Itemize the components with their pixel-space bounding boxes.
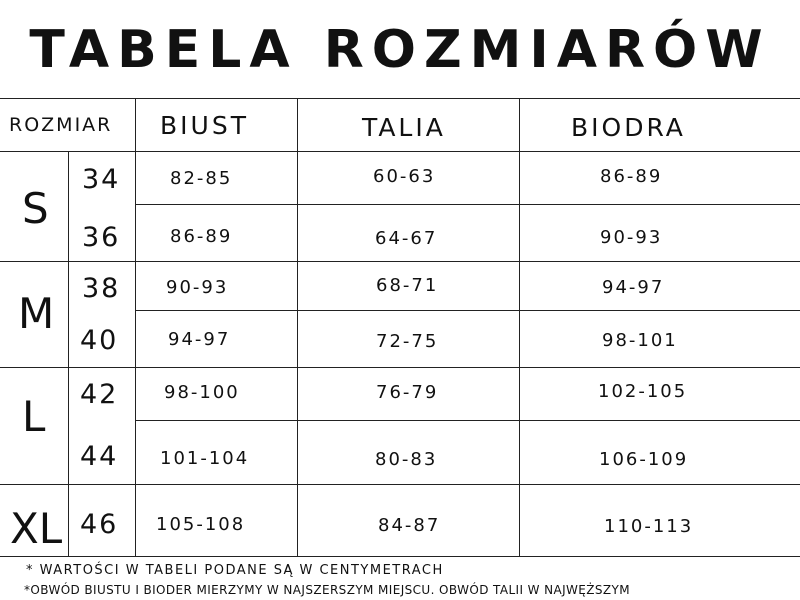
hips-value: 110-113: [604, 516, 694, 537]
size-letter-l: L: [22, 392, 46, 441]
hips-value: 98-101: [602, 330, 678, 351]
bust-value: 94-97: [168, 329, 231, 350]
size-number: 46: [80, 509, 119, 540]
hips-value: 106-109: [599, 449, 689, 470]
waist-value: 68-71: [376, 275, 439, 296]
waist-value: 72-75: [376, 331, 439, 352]
bust-value: 105-108: [156, 514, 246, 535]
size-letter-s: S: [22, 184, 49, 233]
size-number: 40: [80, 325, 119, 356]
row-divider: [135, 310, 800, 311]
bust-value: 82-85: [170, 168, 233, 189]
bust-value: 90-93: [166, 277, 229, 298]
header-bust: BIUST: [160, 111, 249, 140]
row-divider: [135, 420, 800, 421]
bust-value: 86-89: [170, 226, 233, 247]
size-number: 42: [80, 379, 119, 410]
footnote-units: * WARTOŚCI W TABELI PODANE SĄ W CENTYMETRACH: [26, 563, 444, 578]
size-column-divider: [68, 151, 69, 556]
hips-value: 94-97: [602, 277, 665, 298]
waist-column-border: [519, 98, 520, 556]
bust-column-border: [297, 98, 298, 556]
bust-value: 98-100: [164, 382, 240, 403]
header-size: ROZMIAR: [9, 114, 113, 136]
size-number: 36: [82, 222, 121, 253]
size-column-border: [135, 98, 136, 556]
size-letter-xl: XL: [10, 504, 63, 553]
waist-value: 80-83: [375, 449, 438, 470]
table-top-border: [0, 98, 800, 99]
header-hips: BIODRA: [571, 113, 686, 142]
page-title: TABELA ROZMIARÓW: [29, 20, 771, 80]
row-divider: [135, 204, 800, 205]
hips-value: 90-93: [600, 227, 663, 248]
waist-value: 84-87: [378, 515, 441, 536]
footnote-measuring: *OBWÓD BIUSTU I BIODER MIERZYMY W NAJSZERSZYM MIEJSCU. OBWÓD TALII W NAJWĘŻSZYM: [24, 583, 631, 597]
group-divider: [0, 261, 800, 262]
hips-value: 86-89: [600, 166, 663, 187]
group-divider: [0, 484, 800, 485]
group-divider: [0, 367, 800, 368]
header-waist: TALIA: [362, 113, 446, 142]
size-number: 38: [82, 273, 121, 304]
size-number: 34: [82, 164, 121, 195]
bust-value: 101-104: [160, 448, 250, 469]
header-bottom-border: [0, 151, 800, 152]
waist-value: 60-63: [373, 166, 436, 187]
size-number: 44: [80, 441, 119, 472]
hips-value: 102-105: [598, 381, 688, 402]
size-letter-m: M: [18, 289, 55, 338]
table-bottom-border: [0, 556, 800, 557]
waist-value: 64-67: [375, 228, 438, 249]
waist-value: 76-79: [376, 382, 439, 403]
